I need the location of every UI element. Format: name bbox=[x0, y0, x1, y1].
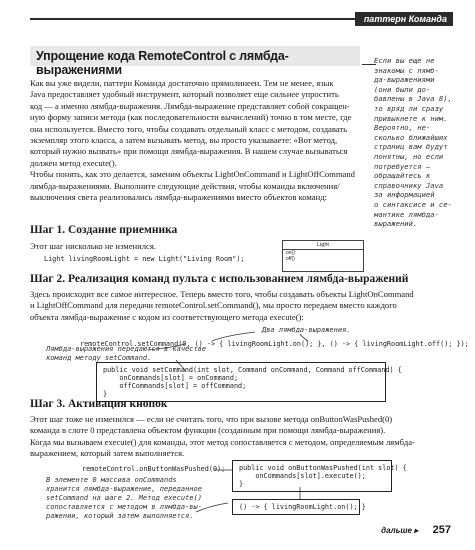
side-note: Если вы еще не знакомы с лямб- да-выражениями (они были до- бавлены в Java 8), то вряд ли сразу привыкнете к ним. Вероятно, не- сколько ближайших страниц вам будут понятны, но если потребуется — обращайтесь к справочнику Java за информацией о синтаксисе и се- мантике лямбда- выражений. bbox=[374, 56, 452, 229]
text-line: код — а именно лямбда-выражения. Лямбда-выражение представляет собой сокращен- bbox=[30, 100, 350, 111]
text-line: и LightOffCommand для передачи remoteControl.setCommand(), мы просто передаем вместо каждого bbox=[30, 300, 397, 311]
note-oncommands: В элементе 0 массива onCommands хранится лямбда-выражение, переданное setCommand на шаге 2. Метод execute() сопоставляется с методом в лямбда-вы- ражении, который затем выполняется. bbox=[46, 476, 202, 520]
text-line: ную форму записи метода (как последовательности вычислений) точно в том месте, где bbox=[30, 112, 352, 123]
text-line: выражением, который затем выполняется. bbox=[30, 448, 185, 459]
text-line: выключения света реализовались лямбда-выражениями вместо объектов команд: bbox=[30, 192, 327, 203]
step2-title: Шаг 2. Реализация команд пульта с использованием лямбда-выражений bbox=[30, 273, 409, 285]
page-number: 257 bbox=[432, 524, 451, 536]
code-line: offCommands[slot] = offCommand; bbox=[103, 382, 247, 390]
code-line: } bbox=[239, 480, 244, 488]
step1-code: Light livingRoomLight = new Light("Living Room"); bbox=[44, 255, 245, 263]
code-line: onCommands[slot].execute(); bbox=[239, 472, 366, 480]
text-line: объекта лямбда-выражение с кодом из соответствующего метода execute(): bbox=[30, 311, 304, 322]
text-line: команда в слоте 0 представлена объектом функции (созданным при помощи лямбда-выражения). bbox=[30, 425, 386, 436]
section-title: Упрощение кода RemoteControl с лямбда-выражениями bbox=[30, 46, 360, 66]
chapter-title: паттерн Команда bbox=[355, 12, 453, 26]
text-line: экземпляр этого класса, а затем вызывать метод, вы просто указываете: «Вот метод, bbox=[30, 135, 338, 146]
step3-title: Шаг 3. Активация кнопок bbox=[30, 398, 168, 410]
code-line: onCommands[slot] = onCommand; bbox=[103, 374, 239, 382]
uml-method: off() bbox=[286, 256, 295, 262]
text-line: Java предоставляет удобный инструмент, который позволяет еще сильнее упростить bbox=[30, 89, 339, 100]
step2-code-call: remoteControl.setCommand(0, () -> { livingRoomLight.on(); }, () -> { livingRoomLight.off(); }); bbox=[80, 340, 469, 348]
page-footer bbox=[381, 520, 451, 538]
next-page-label: дальше ▸ bbox=[381, 526, 419, 535]
text-line: Когда мы вызываем execute() для команды, этот метод сопоставляется с методом, определяемым лямбда- bbox=[30, 436, 415, 447]
note-lambdas-passed: Лямбда-выражения передаются в качестве команд методу setCommand. bbox=[46, 345, 207, 362]
text-line: должен метод execute(). bbox=[30, 157, 117, 168]
code-line: public void setCommand(int slot, Command onCommand, Command offCommand) { bbox=[103, 366, 402, 374]
note-two-lambdas: Два лямбда-выражения. bbox=[262, 326, 351, 334]
step1-title: Шаг 1. Создание приемника bbox=[30, 224, 178, 236]
text-line: Чтобы понять, как это делается, заменим объекты LightOnCommand и LightOffCommand bbox=[30, 169, 355, 180]
uml-method: on() bbox=[286, 250, 295, 256]
uml-class-name: Light bbox=[283, 241, 363, 250]
step1-text: Этот шаг нисколько не изменился. bbox=[30, 241, 156, 251]
text-line: Этот шаг тоже не изменился — если не считать того, что при вызове метода onButtonWasPushed(0) bbox=[30, 414, 393, 424]
text-line: который нужно вызвать» при помощи лямбда-выражения. В нашем случае вызываться bbox=[30, 146, 348, 157]
text-line: Как вы уже видели, паттерн Команда достаточно прямолинеен. Тем не менее, язык bbox=[30, 78, 334, 88]
text-line: лямбда-выражениями. Выполните следующие действия, чтобы команды включения/ bbox=[30, 180, 340, 191]
text-line: она используется. Вместо того, чтобы создавать отдельный класс с методом, создавать bbox=[30, 123, 348, 134]
code-line: } bbox=[103, 390, 108, 398]
code-line: public void onButtonWasPushed(int slot) { bbox=[239, 464, 407, 472]
step3-code-call: remoteControl.onButtonWasPushed(0); bbox=[82, 465, 226, 473]
code-line: () -> { livingRoomLight.on(); } bbox=[239, 503, 366, 511]
text-line: Здесь происходит все самое интересное. Теперь вместо того, чтобы создавать объекты LightOnCommand bbox=[30, 289, 414, 299]
